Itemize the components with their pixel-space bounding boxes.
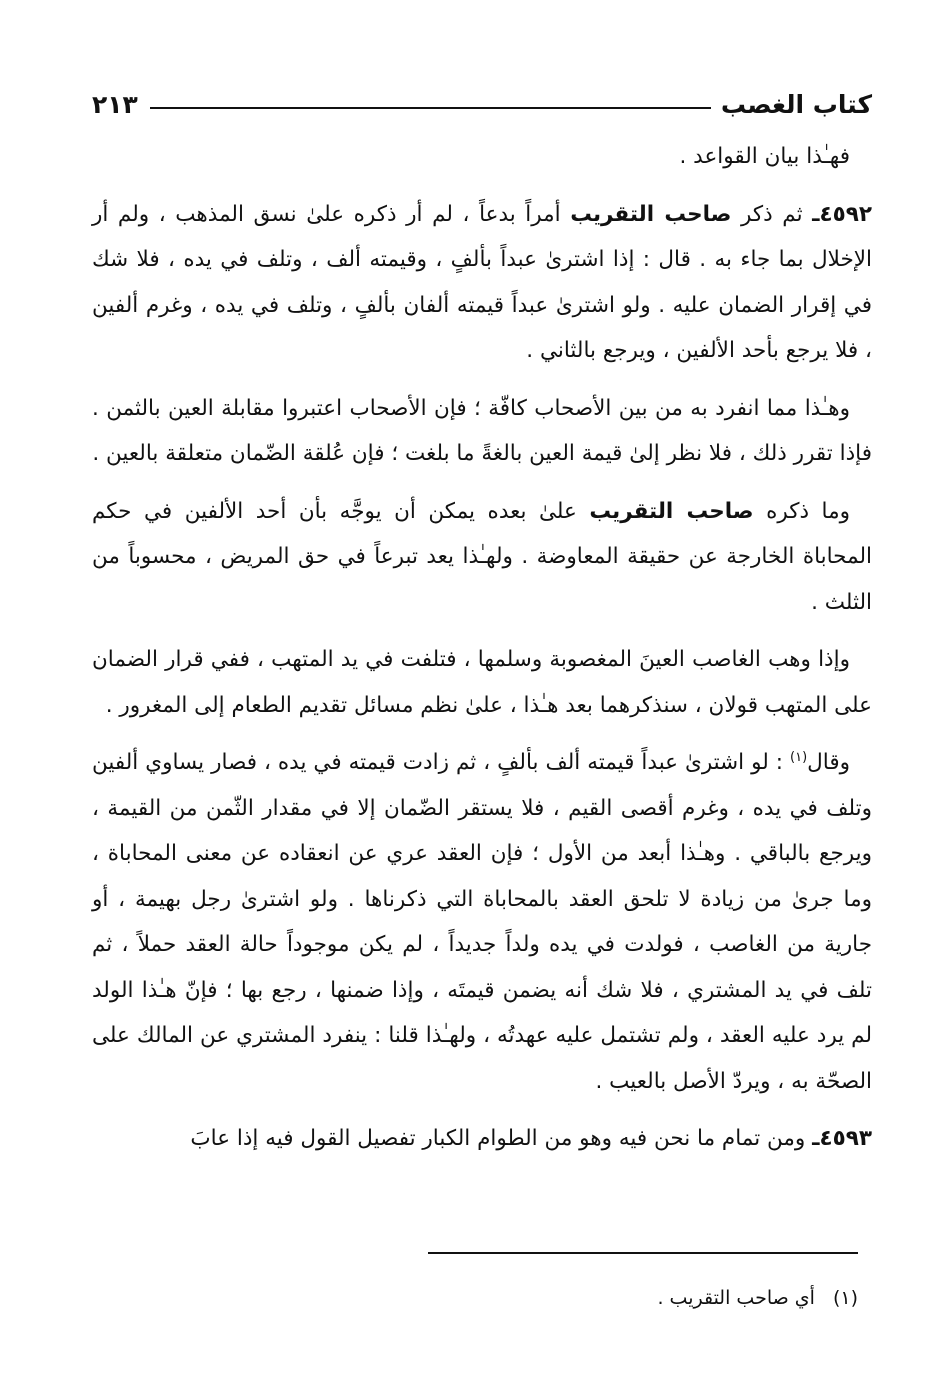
paragraph: وقال$^{(١)}$ : لو اشترىٰ عبداً قيمته ألف بألفٍ ، ثم زادت قيمته في يده ، فصار يساوي ألفين وتلف في يده ، وغرم أقصى القيم ، فلا يستقر الضّمان إلا في مقدار الثّمن من القيمة ، ويرجع بالباقي . وهـٰذا أبعد من الأول ؛ فإن العقد عري عن انعقاده عن معنى المحاباة ، وما جرىٰ من زيادة لا تلحق العقد بالمحاباة التي ذكرناها . ولو اشترىٰ رجل بهيمة ، أو جارية من الغاصب ، فولدت في يده ولداً جديداً ، لم يكن موجوداً حالة العقد حملاً ، ثم تلف في يد المشتري ، فلا شك أنه يضمن قيمتَه ، وإذا ضمنها ، رجع بها ؛ فإنّ هـٰذا الولد لم يرد عليه العقد ، ولم تشتمل عليه عهدتُه ، ولهـٰذا قلنا : ينفرد المشتري عن المالك على الصحّة به ، ويردّ الأصل بالعيب .	[92, 749, 872, 1094]
page-number: ٢١٣	[92, 89, 138, 119]
chapter-title: كتاب الغصب	[720, 89, 872, 119]
paragraph: وإذا وهب الغاصب العينَ المغصوبة وسلمها ، فتلفت في يد المتهب ، ففي قرار الضمان على المتهب قولان ، سنذكرهما بعد هـٰذا ، علىٰ نظم مسائل تقديم الطعام إلى المغرور .	[92, 647, 872, 718]
footnote	[78, 1283, 858, 1313]
issue-number: ٤٥٩٣ـ	[812, 1126, 872, 1151]
header-rule	[150, 107, 711, 109]
running-header	[92, 80, 872, 128]
paragraph: ٤٥٩٢ـ ثم ذكر صاحب التقريب أمراً بدعاً ، لم أر ذكره علىٰ نسق المذهب ، ولم أر الإخلال بما جاء به . قال : إذا اشترىٰ عبداً بألفٍ ، وقيمته ألف ، وتلف في يده ، فلا شك في إقرار الضمان عليه . ولو اشترىٰ عبداً قيمته ألفان بألفٍ ، وتلف في يده ، وغرم ألفين ، فلا يرجع بأحد الألفين ، ويرجع بالثاني .	[92, 201, 872, 363]
author-reference: صاحب التقريب	[589, 498, 754, 524]
footnote-number: (١)	[832, 1287, 858, 1309]
footnote-rule	[428, 1252, 858, 1254]
author-reference: صاحب التقريب	[570, 201, 732, 227]
paragraph: وهـٰذا مما انفرد به من بين الأصحاب كافّة ؛ فإن الأصحاب اعتبروا مقابلة العين بالثمن . فإذا تقرر ذلك ، فلا نظر إلىٰ قيمة العين بالغةً ما بلغت ؛ فإن عُلقة الضّمان متعلقة بالعين .	[92, 395, 872, 466]
issue-number: ٤٥٩٢ـ	[812, 201, 872, 227]
footnote-marker[interactable]: (١)	[790, 749, 808, 765]
body-text	[92, 134, 872, 1162]
paragraph: ٤٥٩٣ـ ومن تمام ما نحن فيه وهو من الطوام الكبار تفصيل القول فيه إذا عابَ	[190, 1126, 872, 1151]
footnote-text: أي صاحب التقريب .	[657, 1287, 815, 1309]
page	[92, 80, 872, 1174]
paragraph: وما ذكره صاحب التقريب علىٰ بعده يمكن أن يوجَّه بأن أحد الألفين في حكم المحاباة الخارجة عن حقيقة المعاوضة . ولهـٰذا يعد تبرعاً في حق المريض ، محسوباً من الثلث .	[92, 498, 872, 615]
paragraph: فهـٰذا بيان القواعد .	[679, 144, 850, 169]
